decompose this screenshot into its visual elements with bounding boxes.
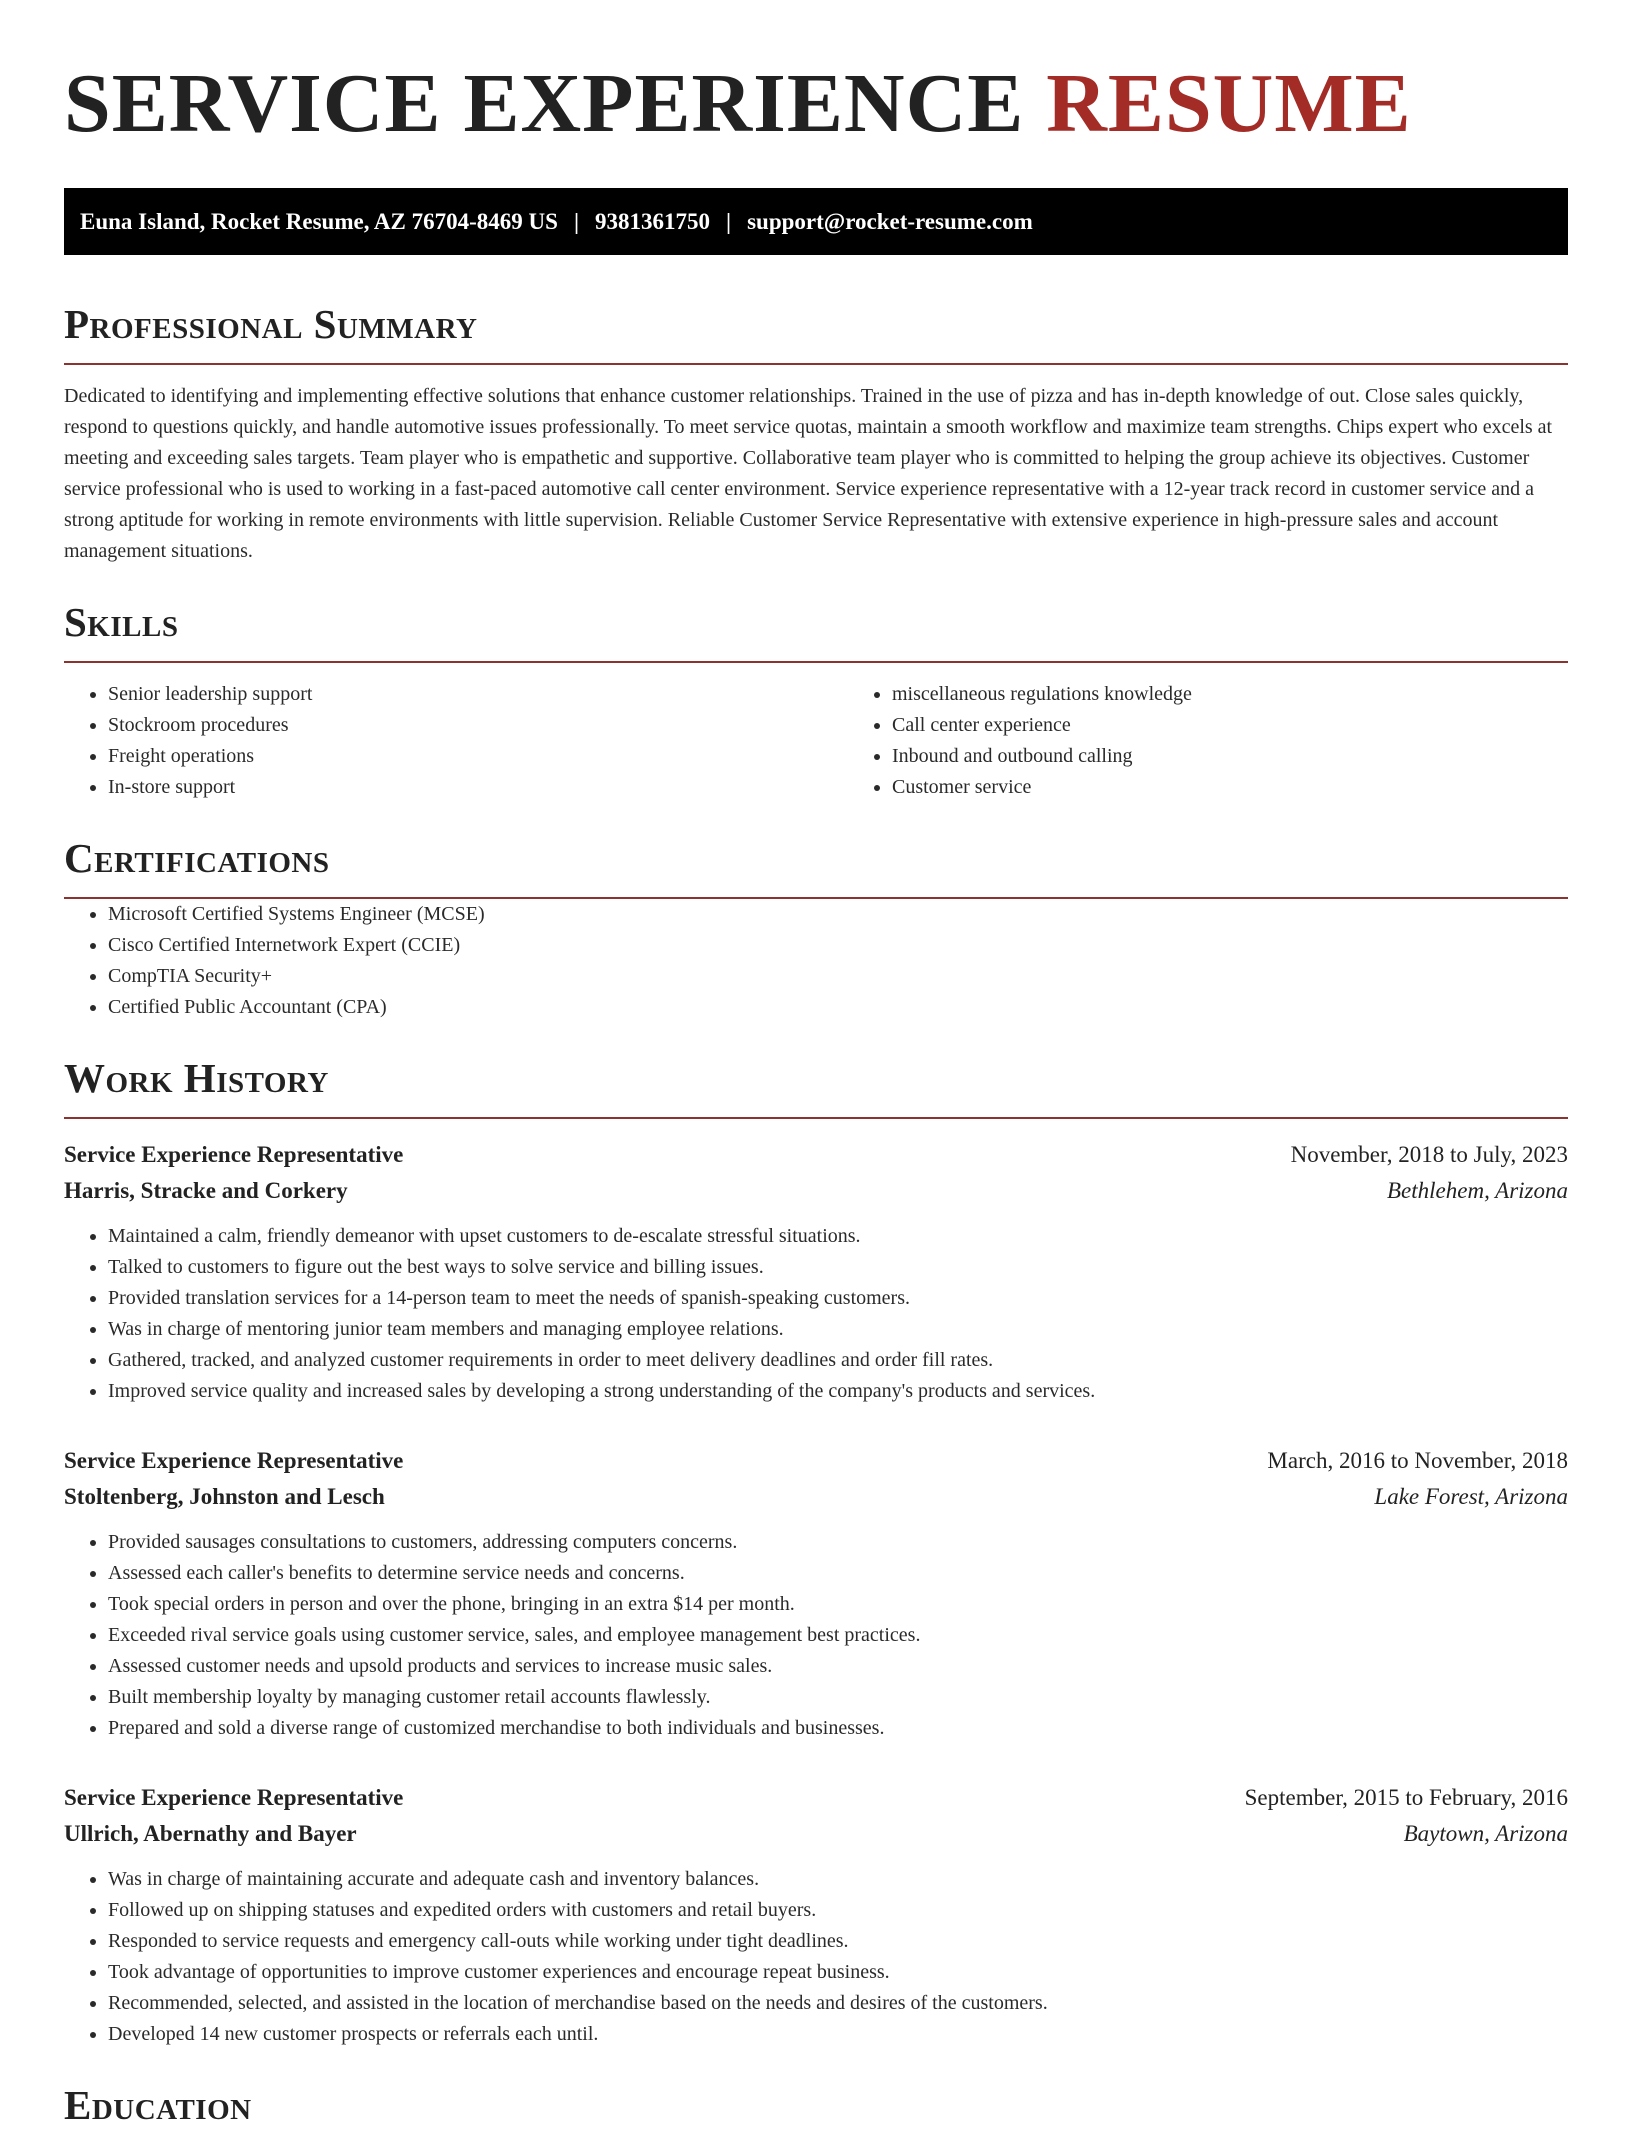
resume-title	[64, 57, 1568, 150]
job-dates: November, 2018 to July, 2023	[1290, 1142, 1568, 1167]
skills-section	[64, 597, 1568, 803]
skill-item: • miscellaneous regulations knowledge	[892, 679, 1632, 710]
job-dates: March, 2016 to November, 2018	[1267, 1448, 1568, 1473]
certification-item: • CompTIA Security+	[108, 961, 1568, 992]
certifications-section	[64, 833, 1568, 1023]
contact-bar	[64, 188, 1568, 255]
skill-item: • Customer service	[892, 772, 1632, 803]
job-title: Service Experience Representative	[64, 1142, 404, 1167]
certification-item: • Certified Public Accountant (CPA)	[108, 992, 1568, 1023]
job-duty: • Assessed customer needs and upsold products and services to increase music sales.	[108, 1651, 1568, 1682]
job-duties-list	[64, 1221, 1568, 1407]
job-company-row	[64, 1816, 1568, 1852]
section-divider	[64, 1117, 1568, 1119]
skill-item: • Call center experience	[892, 710, 1632, 741]
contact-separator: |	[726, 208, 732, 234]
skills-left-list	[64, 679, 848, 803]
skill-item: • Inbound and outbound calling	[892, 741, 1632, 772]
skill-item: • Stockroom procedures	[108, 710, 848, 741]
skills-right-list	[848, 679, 1632, 803]
job-duty: • Was in charge of maintaining accurate and adequate cash and inventory balances.	[108, 1864, 1568, 1895]
skills-heading: Skills	[64, 599, 179, 645]
job-location: Baytown, Arizona	[1403, 1821, 1568, 1846]
certification-item: • Microsoft Certified Systems Engineer (MCSE)	[108, 899, 1568, 930]
job-duty: • Followed up on shipping statuses and expedited orders with customers and retail buyers.	[108, 1895, 1568, 1926]
certifications-heading: Certifications	[64, 835, 330, 881]
contact-phone: 9381361750	[595, 208, 711, 234]
job-duty: • Maintained a calm, friendly demeanor with upset customers to de-escalate stressful situations.	[108, 1221, 1568, 1252]
job-duty: • Responded to service requests and emergency call-outs while working under tight deadlines.	[108, 1926, 1568, 1957]
section-divider	[64, 363, 1568, 365]
work-history-section	[64, 1053, 1568, 2050]
summary-text: Dedicated to identifying and implementing effective solutions that enhance customer relationships. Trained in the use of pizza and has in-depth knowledge of out. Close sales quickly, respond to questions quickly, and handle automotive issues professionally. To meet service quotas, maintain a smooth workflow and maximize team strengths. Chips expert who excels at meeting and exceeding sales targets. Team player who is empathetic and supportive. Collaborative team player who is committed to helping the group achieve its objectives. Customer service professional who is used to working in a fast-paced automotive call center environment. Service experience representative with a 12-year track record in customer service and a strong aptitude for working in remote environments with little supervision. Reliable Customer Service Representative with extensive experience in high-pressure sales and account management situations.	[64, 385, 1553, 562]
job-company: Ullrich, Abernathy and Bayer	[64, 1821, 357, 1846]
job-duty: • Was in charge of mentoring junior team members and managing employee relations.	[108, 1314, 1568, 1345]
summary-heading: Professional Summary	[64, 301, 478, 347]
job-entry	[64, 1780, 1568, 2050]
job-header-row	[64, 1780, 1568, 1816]
job-duty: • Improved service quality and increased sales by developing a strong understanding of the company's products and services.	[108, 1376, 1568, 1407]
job-duties-list	[64, 1864, 1568, 2050]
job-duty: • Prepared and sold a diverse range of customized merchandise to both individuals and businesses.	[108, 1713, 1568, 1744]
job-duty: • Took advantage of opportunities to improve customer experiences and encourage repeat business.	[108, 1957, 1568, 1988]
contact-separator: |	[573, 208, 580, 234]
job-duty: • Assessed each caller's benefits to determine service needs and concerns.	[108, 1558, 1568, 1589]
job-duty: • Talked to customers to figure out the best ways to solve service and billing issues.	[108, 1252, 1568, 1283]
job-duty: • Exceeded rival service goals using customer service, sales, and employee management best practices.	[108, 1620, 1568, 1651]
skill-item: • Freight operations	[108, 741, 848, 772]
job-company-row	[64, 1173, 1568, 1209]
skill-item: • Senior leadership support	[108, 679, 848, 710]
job-company: Harris, Stracke and Corkery	[64, 1178, 348, 1203]
work-history-heading: Work History	[64, 1055, 329, 1101]
job-duty: • Provided sausages consultations to customers, addressing computers concerns.	[108, 1527, 1568, 1558]
job-company-row	[64, 1479, 1568, 1515]
job-title: Service Experience Representative	[64, 1448, 404, 1473]
education-section	[64, 2080, 1568, 2130]
job-duties-list	[64, 1527, 1568, 1744]
job-entry	[64, 1137, 1568, 1407]
summary-section	[64, 299, 1568, 567]
education-heading: Education	[64, 2082, 252, 2128]
job-duty: • Gathered, tracked, and analyzed customer requirements in order to meet delivery deadlines and order fill rates.	[108, 1345, 1568, 1376]
section-divider	[64, 661, 1568, 663]
job-header-row	[64, 1137, 1568, 1173]
contact-email: support@rocket-resume.com	[747, 208, 1033, 234]
certifications-list	[64, 899, 1568, 1023]
job-header-row	[64, 1443, 1568, 1479]
job-title: Service Experience Representative	[64, 1785, 404, 1810]
job-location: Lake Forest, Arizona	[1374, 1484, 1568, 1509]
job-duty: • Built membership loyalty by managing customer retail accounts flawlessly.	[108, 1682, 1568, 1713]
title-accent: RESUME	[1046, 57, 1412, 150]
title-main: SERVICE EXPERIENCE	[64, 57, 1025, 150]
skills-grid	[64, 679, 1568, 803]
job-dates: September, 2015 to February, 2016	[1244, 1785, 1568, 1810]
job-duty: • Recommended, selected, and assisted in the location of merchandise based on the needs and desires of the customers.	[108, 1988, 1568, 2019]
job-entry	[64, 1443, 1568, 1744]
skill-item: • In-store support	[108, 772, 848, 803]
job-duty: • Took special orders in person and over the phone, bringing in an extra $14 per month.	[108, 1589, 1568, 1620]
contact-address: Euna Island, Rocket Resume, AZ 76704-8469 US	[80, 208, 558, 234]
certification-item: • Cisco Certified Internetwork Expert (CCIE)	[108, 930, 1568, 961]
job-duty: • Developed 14 new customer prospects or referrals each until.	[108, 2019, 1568, 2050]
job-company: Stoltenberg, Johnston and Lesch	[64, 1484, 385, 1509]
job-location: Bethlehem, Arizona	[1387, 1178, 1568, 1203]
job-duty: • Provided translation services for a 14-person team to meet the needs of spanish-speaking customers.	[108, 1283, 1568, 1314]
